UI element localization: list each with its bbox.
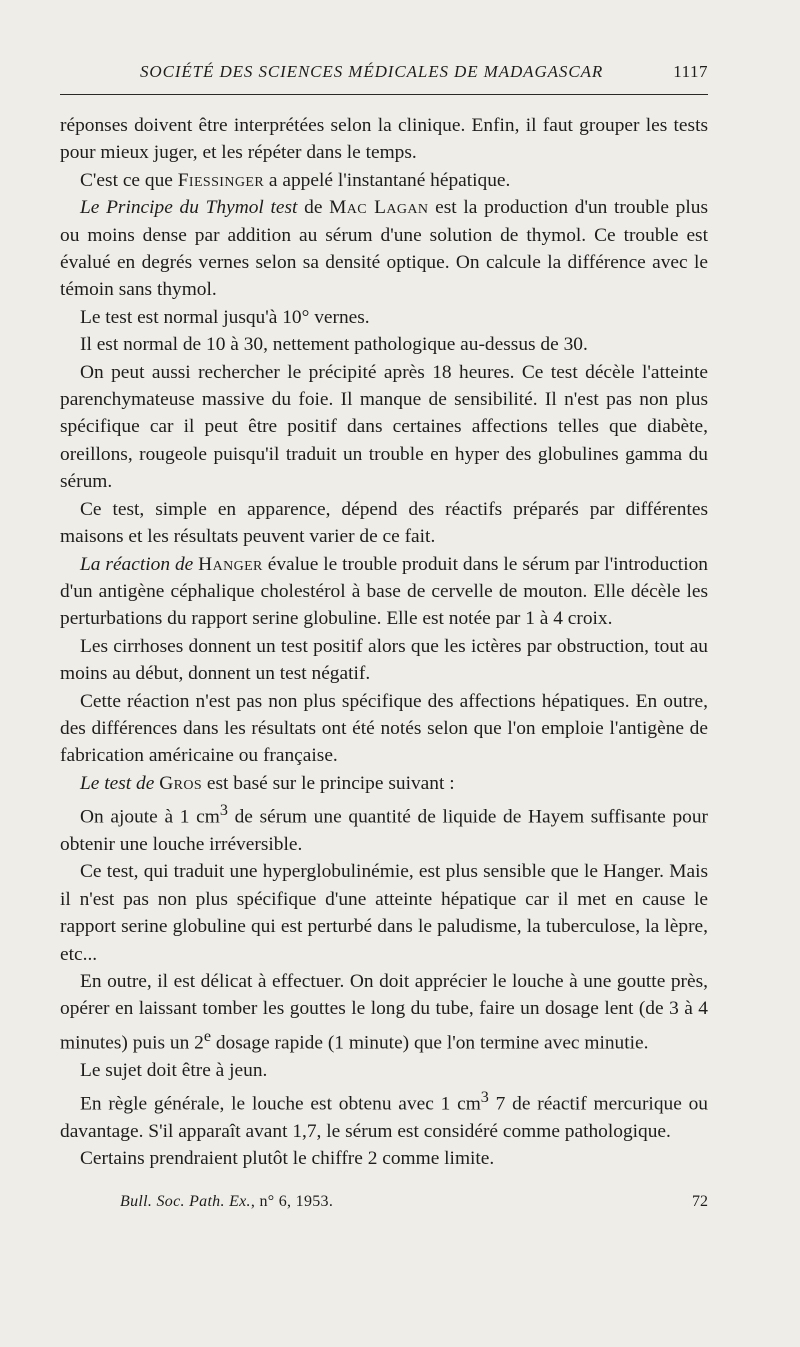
paragraph <box>60 194 708 304</box>
text-run: est basé sur le principe suivant : <box>202 772 455 794</box>
journal-name: Bull. Soc. Path. Ex. <box>120 1193 251 1210</box>
text-run: dosage rapide (1 minute) que l'on termine avec minutie. <box>210 1032 649 1054</box>
paragraph: Il est normal de 10 à 30, nettement pathologique au-dessus de 30. <box>80 334 588 356</box>
text-run: En outre, il est délicat à effectuer. On doit apprécier le louche à une goutte près, opérer en laissant tomber les gouttes le long du tube, faire un dosage lent (de 3 à 4 minutes) puis un 2 <box>60 971 708 1054</box>
paragraph <box>60 797 708 858</box>
journal-citation <box>120 1193 333 1211</box>
section-title: Le test de <box>80 772 155 794</box>
signature-mark: 72 <box>692 1193 708 1210</box>
author-name: Gros <box>159 772 203 794</box>
text-run: de <box>297 197 330 219</box>
running-head <box>60 62 708 86</box>
text-run: On ajoute à 1 cm <box>80 806 220 828</box>
text-run: En règle générale, le louche est obtenu avec 1 cm <box>80 1093 481 1115</box>
text-run: C'est ce que <box>80 169 178 191</box>
paragraph <box>60 167 708 194</box>
page-number: 1117 <box>673 62 708 81</box>
author-name: Fiessinger <box>177 169 265 191</box>
text-run: évalue le trouble produit dans le sérum par l'introduction d'un antigène céphalique cholestérol à base de cervelle de mouton. Elle décèle les perturbations du rapport serine globuline. Elle est notée par 1 à 4 croix. <box>60 553 708 630</box>
paragraph: Cette réaction n'est pas non plus spécifique des affections hépatiques. En outre, des différences dans les résultats ont été notés selon que l'on emploie l'antigène de fabrication américaine ou française. <box>60 690 708 767</box>
text-run: de sérum une quantité de liquide de Hayem suffisante pour obtenir une louche irréversible. <box>60 806 709 856</box>
paragraph: Le test est normal jusqu'à 10° vernes. <box>80 306 370 328</box>
superscript: e <box>203 1027 211 1045</box>
section-title: Le Principe du Thymol test <box>80 197 298 219</box>
superscript: 3 <box>219 802 228 820</box>
issue-info: , n° 6, 1953. <box>250 1193 334 1210</box>
text-run: 7 de réactif mercurique ou davantage. S'il apparaît avant 1,7, le sérum est considéré comme pathologique. <box>60 1093 708 1143</box>
running-title: SOCIÉTÉ DES SCIENCES MÉDICALES DE MADAGASCAR <box>140 62 604 81</box>
paragraph: Certains prendraient plutôt le chiffre 2 comme limite. <box>80 1148 495 1170</box>
paragraph: Ce test, simple en apparence, dépend des réactifs préparés par différentes maisons et les résultats peuvent varier de ce fait. <box>60 498 708 548</box>
body-text <box>60 112 708 1173</box>
paragraph <box>60 968 708 1057</box>
paragraph <box>60 1084 708 1145</box>
paragraph: Le sujet doit être à jeun. <box>80 1059 268 1081</box>
author-name: Mac Lagan <box>329 197 429 219</box>
superscript: 3 <box>480 1089 489 1107</box>
header-rule <box>60 94 708 95</box>
paragraph: On peut aussi rechercher le précipité après 18 heures. Ce test décèle l'atteinte parenchymateuse massive du foie. Il manque de sensibilité. Il n'est pas non plus spécifique car il peut être positif dans certaines affections telles que diabète, oreillons, rougeole puisqu'il traduit un trouble en hyper des globulines gamma du sérum. <box>60 361 708 493</box>
text-run: a appelé l'instantané hépatique. <box>264 169 511 191</box>
paragraph <box>60 551 708 633</box>
author-name: Hanger <box>198 553 263 575</box>
paragraph <box>60 770 708 797</box>
paragraph: réponses doivent être interprétées selon la clinique. Enfin, il faut grouper les tests pour mieux juger, et les répéter dans le temps. <box>60 115 708 164</box>
paragraph: Ce test, qui traduit une hyperglobulinémie, est plus sensible que le Hanger. Mais il n'est pas non plus spécifique d'une atteinte hépatique car il met en cause le rapport serine globuline qui est perturbé dans le paludisme, la tuberculose, la lèpre, etc... <box>60 861 708 965</box>
text-run: est la production d'un trouble plus ou moins dense par addition au sérum d'une solution de thymol. Ce trouble est évalué en degrés vernes selon sa densité optique. On calcule la différence avec le témoin sans thymol. <box>60 197 708 301</box>
section-title: La réaction de <box>80 553 194 575</box>
footer <box>60 1193 708 1217</box>
paragraph: Les cirrhoses donnent un test positif alors que les ictères par obstruction, tout au moins au début, donnent un test négatif. <box>60 635 708 685</box>
